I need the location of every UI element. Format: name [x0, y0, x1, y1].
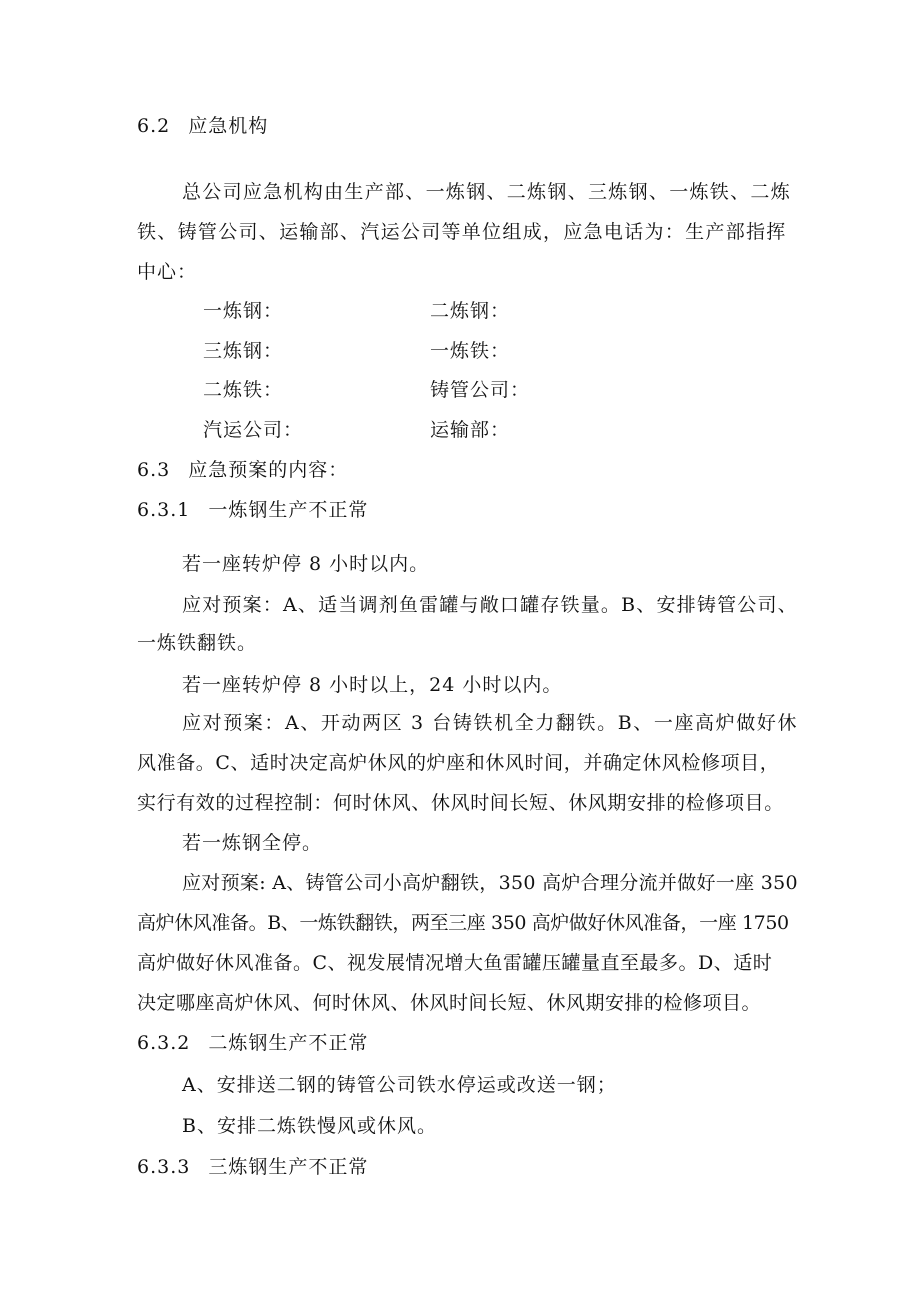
section-number: 6.2: [137, 115, 171, 137]
section-title: 三炼钢生产不正常: [208, 1156, 369, 1178]
section-number: 6.3.1: [137, 499, 191, 521]
section-6-3-3-heading: [137, 1154, 368, 1180]
section-title: 一炼钢生产不正常: [208, 499, 369, 521]
item-b: B、安排二炼铁慢风或休风。: [182, 1115, 437, 1137]
item-a: A、安排送二钢的铸管公司铁水停运或改送一钢；: [182, 1074, 617, 1096]
section-6-3-2-heading: [137, 1030, 368, 1056]
plan-3-line-4: 决定哪座高炉休风、何时休风、休风时间长短、休风期安排的检修项目。: [137, 992, 762, 1014]
phone-label: 二炼铁：: [203, 379, 284, 401]
phone-label: 一炼铁：: [430, 340, 511, 362]
section-number: 6.3.2: [137, 1032, 191, 1054]
intro-line-1: [182, 179, 792, 205]
intro-line-2: 铁、铸管公司、运输部、汽运公司等单位组成，应急电话为：生产部指挥: [137, 221, 787, 243]
case-3-text: 若一炼钢全停。: [182, 832, 323, 854]
section-title: 二炼钢生产不正常: [208, 1032, 369, 1054]
phone-label: 汽运公司：: [203, 419, 304, 441]
intro-text: 总公司应急机构由生产部、一炼钢、二炼钢、三炼钢、一炼铁、二炼: [182, 181, 792, 203]
plan-3-line-1: 应对预案: A、铸管公司小高炉翻铁，350 高炉合理分流并做好一座 350: [182, 872, 798, 894]
section-6-2-heading: [137, 113, 268, 139]
phone-label: 一炼钢：: [203, 300, 284, 322]
case-1-text: 若一座转炉停 8 小时以内。: [182, 553, 430, 575]
phone-label: 三炼钢：: [203, 340, 284, 362]
plan-2-line-1: 应对预案：A、开动两区 3 台铸铁机全力翻铁。B、一座高炉做好休: [182, 712, 799, 734]
plan-2-line-3: 实行有效的过程控制：何时休风、休风时间长短、休风期安排的检修项目。: [137, 792, 784, 814]
intro-line-3: 中心：: [137, 261, 198, 283]
section-6-3-heading: [137, 457, 348, 483]
section-number: 6.3.3: [137, 1156, 191, 1178]
case-2-text: 若一座转炉停 8 小时以上，24 小时以内。: [182, 674, 563, 696]
plan-2-line-2: 风准备。C、适时决定高炉休风的炉座和休风时间，并确定休风检修项目，: [137, 752, 780, 774]
plan-3-line-3: 高炉做好休风准备。C、视发展情况增大鱼雷罐压罐量直至最多。D、适时: [137, 952, 773, 974]
phone-label: 运输部：: [430, 419, 511, 441]
section-title: 应急预案的内容：: [188, 459, 349, 481]
phone-label: 铸管公司：: [430, 379, 531, 401]
section-title: 应急机构: [188, 115, 269, 137]
plan-3-line-2: 高炉休风准备。B、一炼铁翻铁，两至三座 350 高炉做好休风准备，一座 1750: [137, 912, 789, 934]
section-number: 6.3: [137, 459, 171, 481]
plan-1-line-2: 一炼铁翻铁。: [137, 632, 258, 654]
section-6-3-1-heading: [137, 497, 368, 523]
phone-label: 二炼钢：: [430, 300, 511, 322]
plan-1-line-1: 应对预案：A、适当调剂鱼雷罐与敞口罐存铁量。B、安排铸管公司、: [182, 594, 798, 616]
